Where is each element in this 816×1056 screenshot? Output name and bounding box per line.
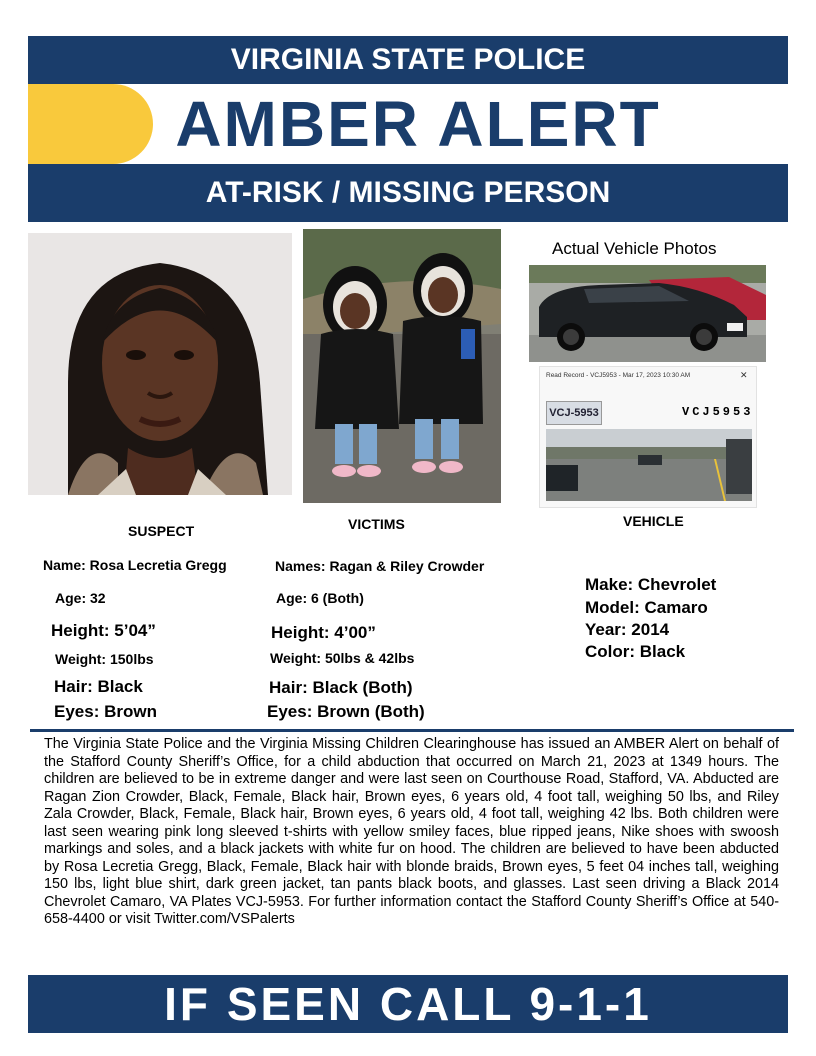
vehicle-year: Year: 2014 — [585, 620, 670, 639]
victims-weight: Weight: 50lbs & 42lbs — [270, 650, 415, 666]
alert-subtitle-banner — [28, 164, 788, 222]
victims-height: Height: 4’00” — [271, 623, 376, 642]
agency-banner — [28, 36, 788, 84]
alert-subtitle: AT-RISK / MISSING PERSON — [205, 176, 611, 209]
victims-photo — [303, 229, 501, 503]
suspect-photo — [28, 233, 292, 495]
suspect-age: Age: 32 — [55, 590, 106, 606]
call-to-action: IF SEEN CALL 9-1-1 — [164, 978, 652, 1030]
vehicle-make: Make: Chevrolet — [585, 575, 717, 594]
vehicle-model: Model: Camaro — [585, 598, 708, 617]
suspect-eyes: Eyes: Brown — [54, 702, 157, 721]
vehicle-photo — [529, 265, 766, 362]
vehicle-photos-caption: Actual Vehicle Photos — [552, 239, 717, 258]
suspect-label: SUSPECT — [128, 523, 195, 539]
vehicle-color: Color: Black — [585, 642, 686, 661]
section-divider — [30, 729, 794, 732]
victims-names: Names: Ragan & Riley Crowder — [275, 558, 485, 574]
plate-read-record — [539, 366, 757, 508]
plate-read-title: Read Record - VCJ5953 - Mar 17, 2023 10:30 AM — [546, 372, 691, 379]
victims-eyes: Eyes: Brown (Both) — [267, 702, 425, 721]
plate-camera-image — [546, 429, 752, 501]
plate-read-text: VCJ5953 — [682, 405, 754, 419]
suspect-weight: Weight: 150lbs — [55, 651, 154, 667]
vehicle-label: VEHICLE — [623, 513, 684, 529]
victims-age: Age: 6 (Both) — [276, 590, 364, 606]
plate-image — [546, 401, 602, 425]
call-to-action-banner — [28, 975, 788, 1033]
alert-description: The Virginia State Police and the Virginia Missing Children Clearinghouse has issued an AMBER Alert on behalf of the Stafford County Sheriff’s Office, for a child abduction that occurred on March 21, 2023 at 1349 hours. The children are believed to be in extreme danger and were last seen on Courthouse Road, Stafford, VA. Abducted are Ragan Zion Crowder, Black, Female, Black hair, Brown eyes, 6 years old, 4 foot tall, weighing 50 lbs, and Riley Zala Crowder, Black, Female, Black hair, Brown eyes, 6 years old, 4 foot tall, weighing 42 lbs. Both children were last seen wearing pink long sleeved t-shirts with yellow smiley faces, blue ripped jeans, Nike shoes with swoosh markings and soles, and a black jackets with white fur on hood. The children are believed to have been abducted by Rosa Lecretia Gregg, Black, Female, Black hair with blonde braids, Brown eyes, 5 feet 04 inches tall, weighing 150 lbs, light blue shirt, dark green jacket, tan pants black boots, and glasses. Last seen driving a Black 2014 Chevrolet Camaro, VA Plates VCJ-5953. For further information contact the Stafford County Sheriff’s Office at 540-658-4400 or visit Twitter.com/VSPalerts — [44, 736, 779, 927]
close-icon[interactable]: ✕ — [740, 370, 748, 380]
victims-hair: Hair: Black (Both) — [269, 678, 413, 697]
agency-name: VIRGINIA STATE POLICE — [230, 43, 586, 76]
suspect-hair: Hair: Black — [54, 677, 143, 696]
plate-image-text: VCJ-5953 — [549, 407, 599, 419]
suspect-height: Height: 5’04” — [51, 621, 156, 640]
alert-title-banner — [28, 84, 788, 164]
suspect-name: Name: Rosa Lecretia Gregg — [43, 557, 227, 573]
alert-title: AMBER ALERT — [175, 88, 661, 160]
victims-label: VICTIMS — [348, 516, 405, 532]
